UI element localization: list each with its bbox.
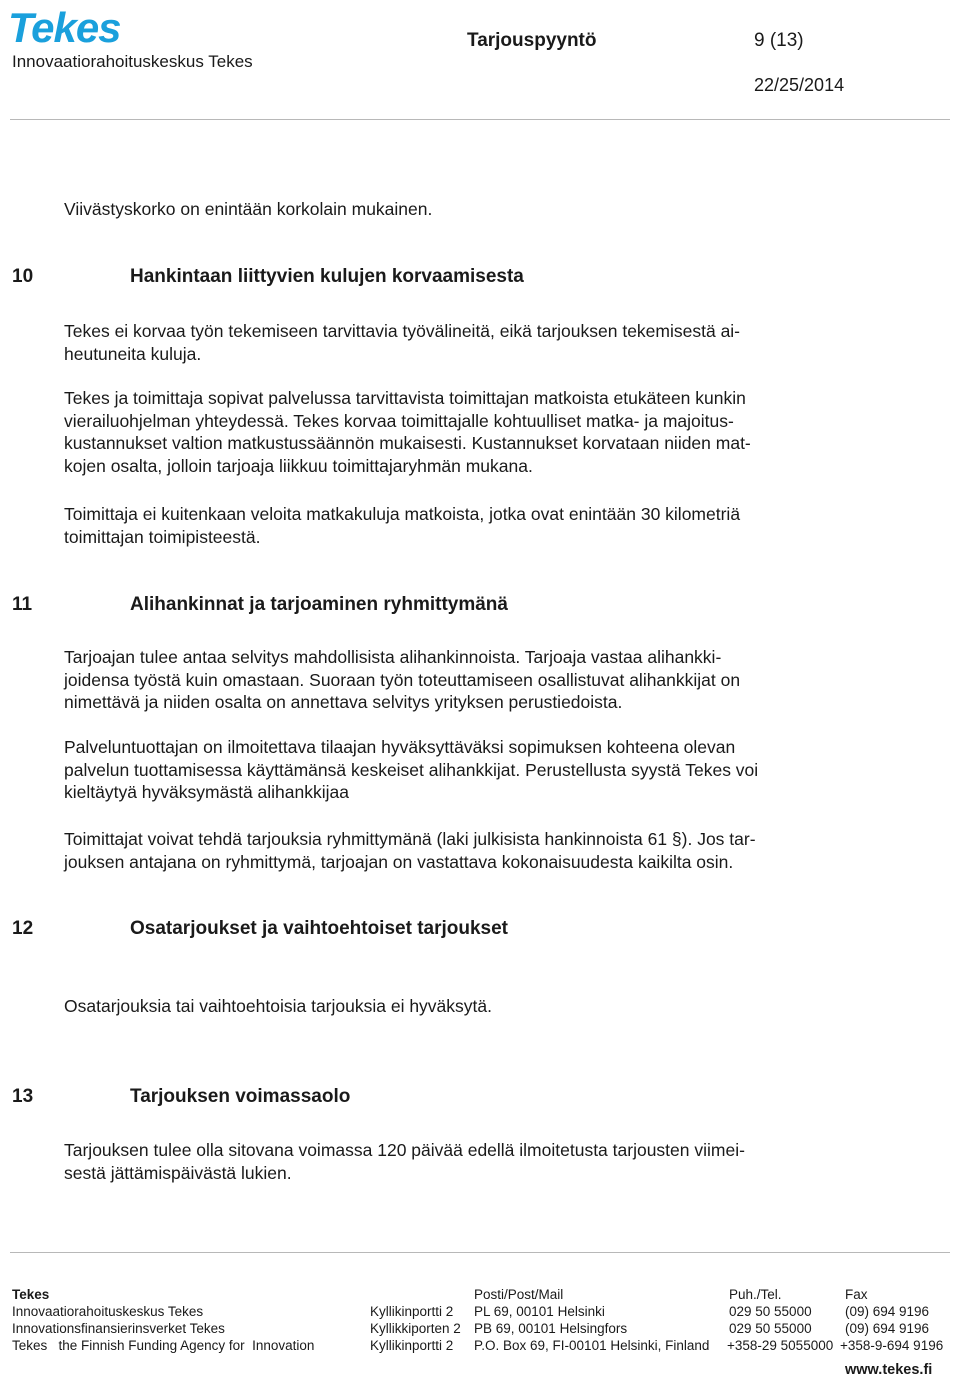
footer-fax-header: Fax [845,1287,868,1302]
footer-cell: PB 69, 00101 Helsingfors [474,1321,628,1336]
paragraph: Tekes ja toimittaja sopivat palvelussa tarvittavista toimittajan matkoista etukäteen kunkin vierailuohjelman yhteydessä. Tekes korvaa toimittajalle kohtuulliset matka- ja majoitus- kustannukset valtion matkustussäännön mukaisesti. Kustannukset korvataan niiden mat- kojen osalta, jolloin tarjoaja liikkuu toimittajaryhmän mukana. [64,388,751,476]
footer-cell: Innovationsfinansierinsverket Tekes [12,1321,225,1336]
page-number: 9 (13) [754,30,804,51]
footer-cell: Innovaatiorahoituskeskus Tekes [12,1304,204,1319]
section-number: 10 [12,266,34,287]
footer-divider [10,1252,950,1253]
section-number: 13 [12,1086,34,1107]
footer-cell: +358-9-694 9196 [840,1338,944,1353]
document-title: Tarjouspyyntö [467,30,597,51]
paragraph: Tarjoajan tulee antaa selvitys mahdollisista alihankinnoista. Tarjoaja vastaa alihankki- joidensa työstä kuin omastaan. Suoraan työn toteuttamiseen osallistuvat alihankkijat on nimettävä ja niiden osalta on annettava selvitys yrityksen perustiedoista. [64,647,741,712]
document-date: 22/25/2014 [754,75,845,95]
footer-cell: Tekes the Finnish Funding Agency for Innovation [12,1338,315,1353]
footer-cell: PL 69, 00101 Helsinki [474,1304,605,1319]
organization-name: Innovaatiorahoituskeskus Tekes [12,52,253,71]
paragraph: Osatarjouksia tai vaihtoehtoisia tarjouksia ei hyväksytä. [64,996,492,1016]
section-heading: Alihankinnat ja tarjoaminen ryhmittymänä [130,594,508,615]
footer-mail-header: Posti/Post/Mail [474,1287,564,1302]
section-heading: Osatarjoukset ja vaihtoehtoiset tarjoukset [130,918,509,939]
paragraph: Tekes ei korvaa työn tekemiseen tarvittavia työvälineitä, eikä tarjouksen tekemisestä ai- heutuneita kuluja. [64,321,741,364]
paragraph: Toimittajat voivat tehdä tarjouksia ryhmittymänä (laki julkisista hankinnoista 61 §). Jos tar- jouksen antajana on ryhmittymä, tarjoajan on vastattava kokonaisuudesta kaikilta osin. [64,829,756,872]
paragraph: Palveluntuottajan on ilmoitettava tilaajan hyväksyttäväksi sopimuksen kohteena olevan palvelun tuottamisessa käyttämänsä keskeiset alihankkijat. Perustellusta syystä Tekes voi kieltäytyä hyväksymästä alihankkijaa [64,737,759,802]
footer-org-header: Tekes [12,1287,50,1302]
website-link[interactable]: www.tekes.fi [845,1362,933,1378]
footer-cell: 029 50 55000 [729,1304,812,1319]
footer-cell: (09) 694 9196 [845,1304,930,1319]
section-heading: Tarjouksen voimassaolo [130,1086,351,1107]
footer-cell: 029 50 55000 [729,1321,812,1336]
footer-cell: Kyllikkiporten 2 [370,1321,461,1336]
footer-cell: Kyllikinportti 2 [370,1338,454,1353]
paragraph: Tarjouksen tulee olla sitovana voimassa 120 päivää edellä ilmoitetusta tarjousten viimei- sestä jättämispäivästä lukien. [64,1140,745,1183]
section-number: 11 [12,594,33,615]
tekes-logo: Tekes [8,4,121,51]
footer-cell: P.O. Box 69, FI-00101 Helsinki, Finland [474,1338,710,1353]
header-divider [10,119,950,120]
footer-cell: +358-29 5055000 [727,1338,834,1353]
intro-paragraph: Viivästyskorko on enintään korkolain mukainen. [64,199,433,219]
footer-cell: Kyllikinportti 2 [370,1304,454,1319]
section-heading: Hankintaan liittyvien kulujen korvaamisesta [130,266,524,287]
footer-cell: (09) 694 9196 [845,1321,930,1336]
footer-tel-header: Puh./Tel. [729,1287,782,1302]
paragraph: Toimittaja ei kuitenkaan veloita matkakuluja matkoista, jotka ovat enintään 30 kilometriä toimittajan toimipisteestä. [64,504,741,547]
section-number: 12 [12,918,34,939]
